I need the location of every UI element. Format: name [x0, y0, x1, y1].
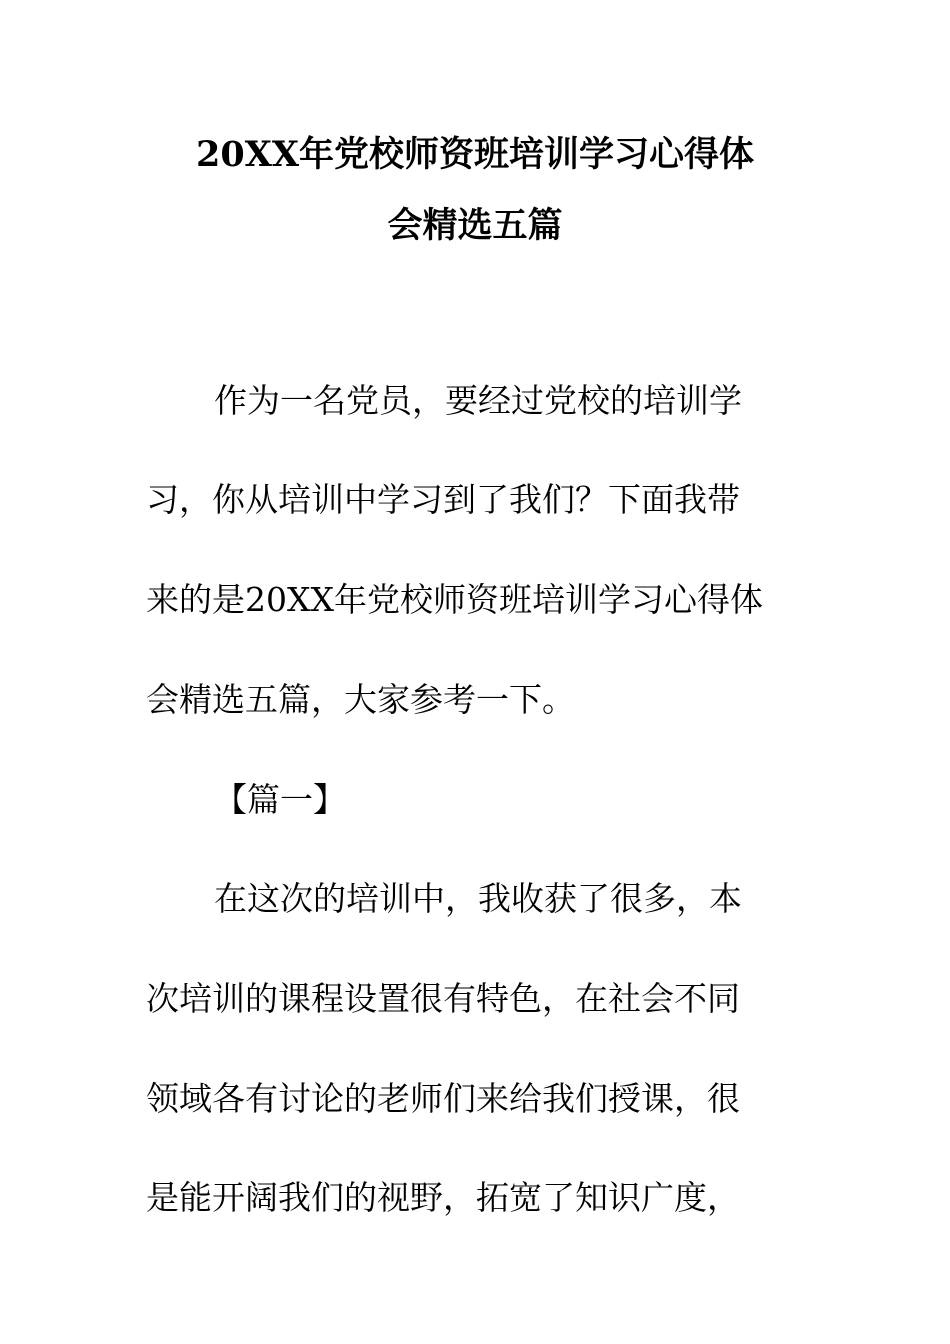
document-title-line-2: 会精选五篇 — [387, 205, 563, 246]
intro-paragraph-line-2: 习，你从培训中学习到了我们？下面我带 — [146, 480, 740, 519]
document-title-line-1: 20XX年党校师资班培训学习心得体 — [195, 134, 755, 175]
intro-paragraph-line-1: 作为一名党员，要经过党校的培训学 — [214, 381, 742, 420]
section-one-line-1: 在这次的培训中，我收获了很多，本 — [214, 879, 742, 918]
section-one-line-4: 是能开阔我们的视野，拓宽了知识广度， — [146, 1178, 740, 1217]
section-heading: 【篇一】 — [214, 780, 346, 819]
intro-paragraph-line-3: 来的是20XX年党校师资班培训学习心得体 — [146, 580, 763, 619]
section-one-line-2: 次培训的课程设置很有特色，在社会不同 — [146, 979, 740, 1018]
intro-paragraph-line-4: 会精选五篇，大家参考一下。 — [146, 680, 575, 719]
section-one-line-3: 领域各有讨论的老师们来给我们授课，很 — [146, 1079, 740, 1118]
